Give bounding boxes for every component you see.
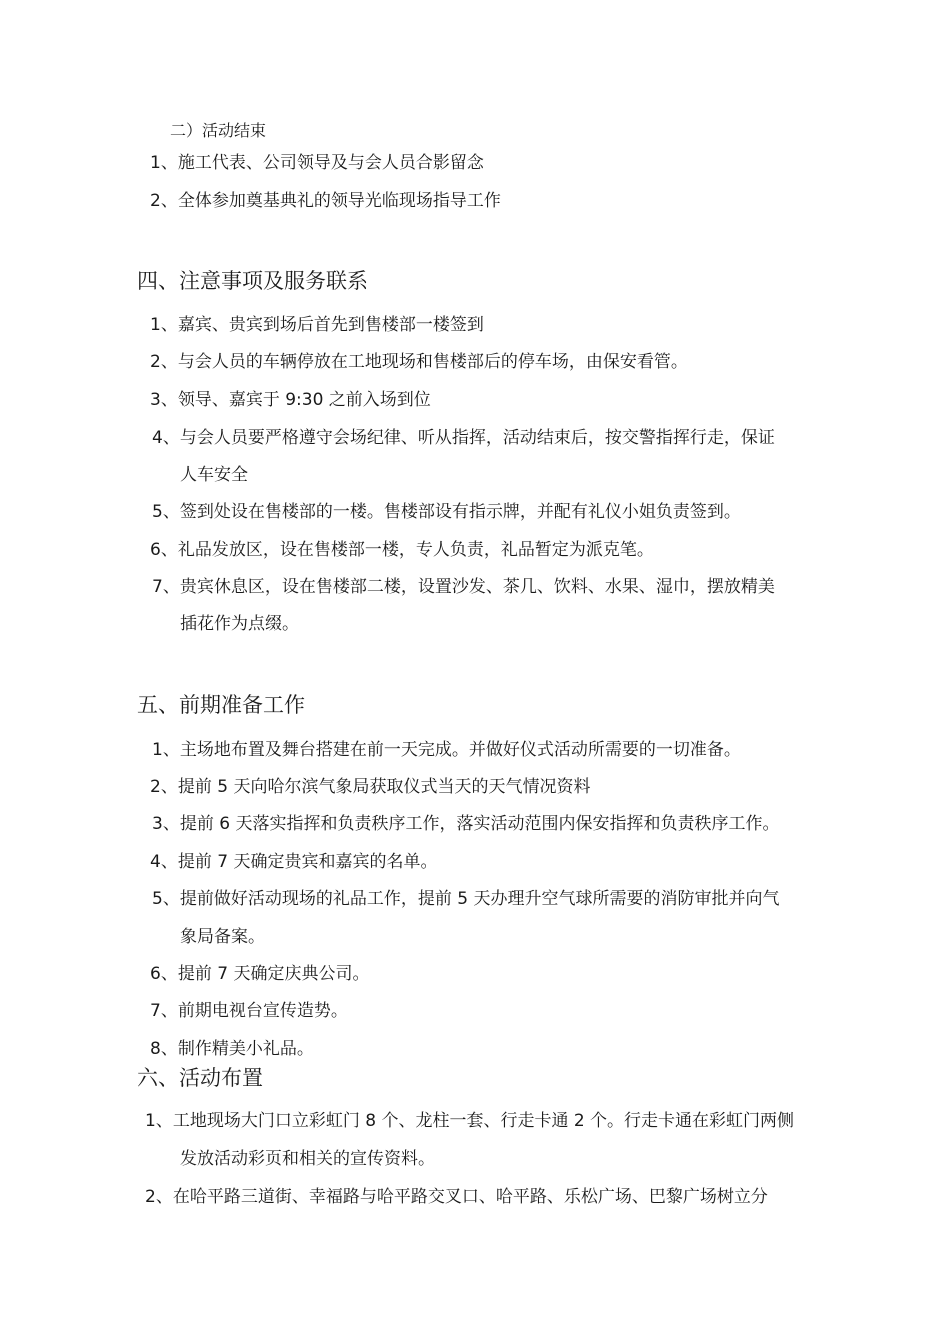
list-item: 1、主场地布置及舞台搭建在前一天完成。并做好仪式活动所需要的一切准备。: [152, 740, 741, 760]
list-item: 6、礼品发放区，设在售楼部一楼，专人负责，礼品暂定为派克笔。: [150, 540, 654, 560]
list-item: 4、提前 7 天确定贵宾和嘉宾的名单。: [150, 852, 438, 872]
list-item: 2、全体参加奠基典礼的领导光临现场指导工作: [150, 191, 501, 211]
list-item: 1、嘉宾、贵宾到场后首先到售楼部一楼签到: [150, 315, 484, 335]
list-item-continuation: 人车安全: [180, 465, 248, 485]
list-item: 4、与会人员要严格遵守会场纪律、听从指挥，活动结束后，按交警指挥行走，保证: [152, 428, 775, 448]
list-item: 7、前期电视台宣传造势。: [150, 1001, 348, 1021]
list-item: 1、工地现场大门口立彩虹门 8 个、龙柱一套、行走卡通 2 个。行走卡通在彩虹门两侧: [145, 1111, 795, 1131]
subheading-activity-end: 二）活动结束: [170, 121, 267, 140]
list-item-continuation: 发放活动彩页和相关的宣传资料。: [180, 1149, 435, 1169]
section-heading-preparation: 五、前期准备工作: [137, 693, 305, 717]
list-item: 5、提前做好活动现场的礼品工作，提前 5 天办理升空气球所需要的消防审批并向气: [152, 889, 780, 909]
list-item: 2、提前 5 天向哈尔滨气象局获取仪式当天的天气情况资料: [150, 777, 591, 797]
section-heading-notes: 四、注意事项及服务联系: [137, 269, 368, 293]
list-item-continuation: 象局备案。: [180, 927, 265, 947]
list-item: 8、制作精美小礼品。: [150, 1039, 314, 1059]
list-item: 7、贵宾休息区，设在售楼部二楼，设置沙发、茶几、饮料、水果、湿巾，摆放精美: [152, 577, 775, 597]
section-heading-arrangement: 六、活动布置: [137, 1066, 263, 1090]
list-item-continuation: 插花作为点缀。: [180, 614, 299, 634]
list-item: 3、提前 6 天落实指挥和负责秩序工作，落实活动范围内保安指挥和负责秩序工作。: [152, 814, 780, 834]
list-item: 5、签到处设在售楼部的一楼。售楼部设有指示牌，并配有礼仪小姐负责签到。: [152, 502, 741, 522]
list-item: 2、在哈平路三道街、幸福路与哈平路交叉口、哈平路、乐松广场、巴黎广场树立分: [145, 1187, 768, 1207]
list-item: 1、施工代表、公司领导及与会人员合影留念: [150, 153, 484, 173]
list-item: 6、提前 7 天确定庆典公司。: [150, 964, 370, 984]
list-item: 2、与会人员的车辆停放在工地现场和售楼部后的停车场，由保安看管。: [150, 352, 688, 372]
list-item: 3、领导、嘉宾于 9:30 之前入场到位: [150, 390, 431, 410]
